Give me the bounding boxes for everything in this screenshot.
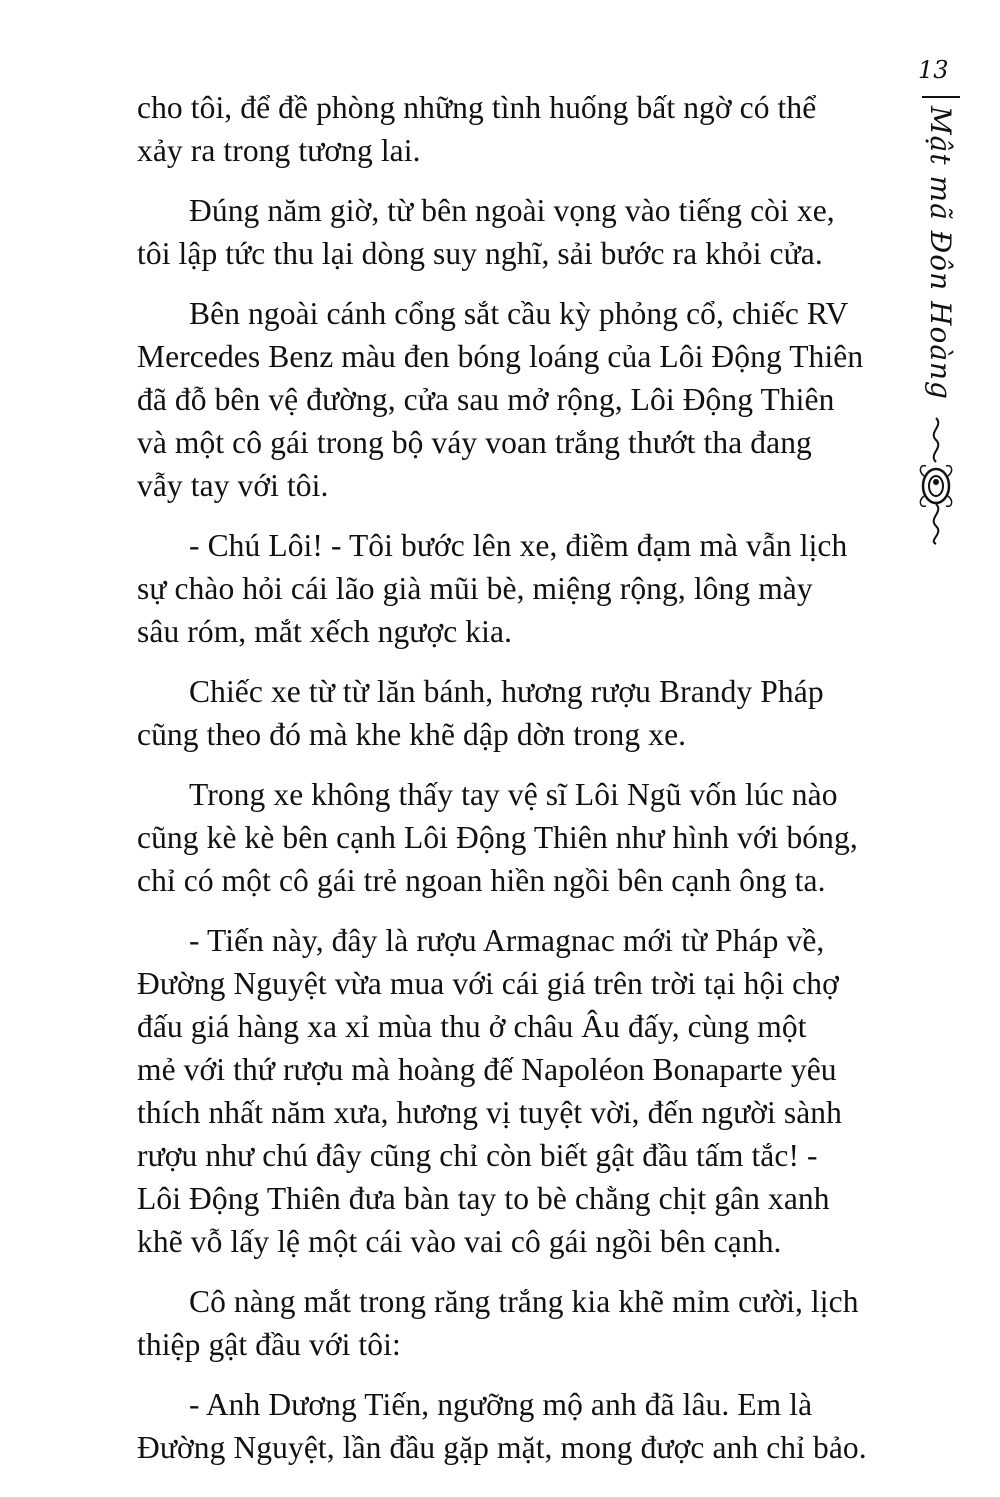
running-head [912,96,960,556]
text-line: thích nhất năm xưa, hương vị tuyệt vời, đến người sành [137,1095,842,1130]
text-line: - Anh Dương Tiến, ngưỡng mộ anh đã lâu. Em là [189,1387,813,1422]
running-head-rule [922,96,960,98]
text-line: Đúng năm giờ, từ bên ngoài vọng vào tiếng còi xe, [189,193,835,228]
text-line: Mercedes Benz màu đen bóng loáng của Lôi Động Thiên [137,339,864,374]
body-text [137,86,882,1469]
ornament-icon [916,416,956,546]
text-line: cho tôi, để đề phòng những tình huống bất ngờ có thể [137,90,817,125]
paragraph [137,670,882,756]
text-line: vẫy tay với tôi. [137,468,329,503]
text-line: - Tiến này, đây là rượu Armagnac mới từ Pháp về, [189,923,825,958]
text-line: - Chú Lôi! - Tôi bước lên xe, điềm đạm mà vẫn lịch [189,528,848,563]
text-line: cũng kè kè bên cạnh Lôi Động Thiên như hình với bóng, [137,820,858,855]
text-line: xảy ra trong tương lai. [137,133,421,168]
paragraph [137,189,882,275]
text-line: Bên ngoài cánh cổng sắt cầu kỳ phỏng cổ, chiếc RV [189,296,849,331]
text-line: Trong xe không thấy tay vệ sĩ Lôi Ngũ vốn lúc nào [189,777,838,812]
text-line: đã đỗ bên vệ đường, cửa sau mở rộng, Lôi Động Thiên [137,382,835,417]
paragraph [137,524,882,653]
page-number: 13 [918,56,949,84]
text-line: khẽ vỗ lấy lệ một cái vào vai cô gái ngồi bên cạnh. [137,1224,782,1259]
text-line: Lôi Động Thiên đưa bàn tay to bè chằng chịt gân xanh [137,1181,830,1216]
text-line: sâu róm, mắt xếch ngược kia. [137,614,513,649]
text-line: Cô nàng mắt trong răng trắng kia khẽ mỉm cười, lịch [189,1284,859,1319]
text-line: Chiếc xe từ từ lăn bánh, hương rượu Brandy Pháp [189,674,824,709]
paragraph [137,86,882,172]
text-line: Đường Nguyệt, lần đầu gặp mặt, mong được anh chỉ bảo. [137,1430,867,1465]
paragraph [137,292,882,507]
paragraph [137,1383,882,1469]
text-line: chỉ có một cô gái trẻ ngoan hiền ngồi bên cạnh ông ta. [137,863,826,898]
text-line: sự chào hỏi cái lão già mũi bè, miệng rộng, lông mày [137,571,813,606]
paragraph [137,1280,882,1366]
paragraph [137,919,882,1263]
text-line: rượu như chú đây cũng chỉ còn biết gật đầu tấm tắc! - [137,1138,818,1173]
text-line: và một cô gái trong bộ váy voan trắng thướt tha đang [137,425,812,460]
text-line: mẻ với thứ rượu mà hoàng đế Napoléon Bonaparte yêu [137,1052,837,1087]
running-head-title: Mật mã Đôn Hoàng [924,106,957,400]
text-line: tôi lập tức thu lại dòng suy nghĩ, sải bước ra khỏi cửa. [137,236,823,271]
text-line: đấu giá hàng xa xỉ mùa thu ở châu Âu đấy, cùng một [137,1009,807,1044]
text-line: cũng theo đó mà khe khẽ dập dờn trong xe. [137,717,687,752]
text-line: thiệp gật đầu với tôi: [137,1327,401,1362]
paragraph [137,773,882,902]
text-line: Đường Nguyệt vừa mua với cái giá trên trời tại hội chợ [137,966,839,1001]
